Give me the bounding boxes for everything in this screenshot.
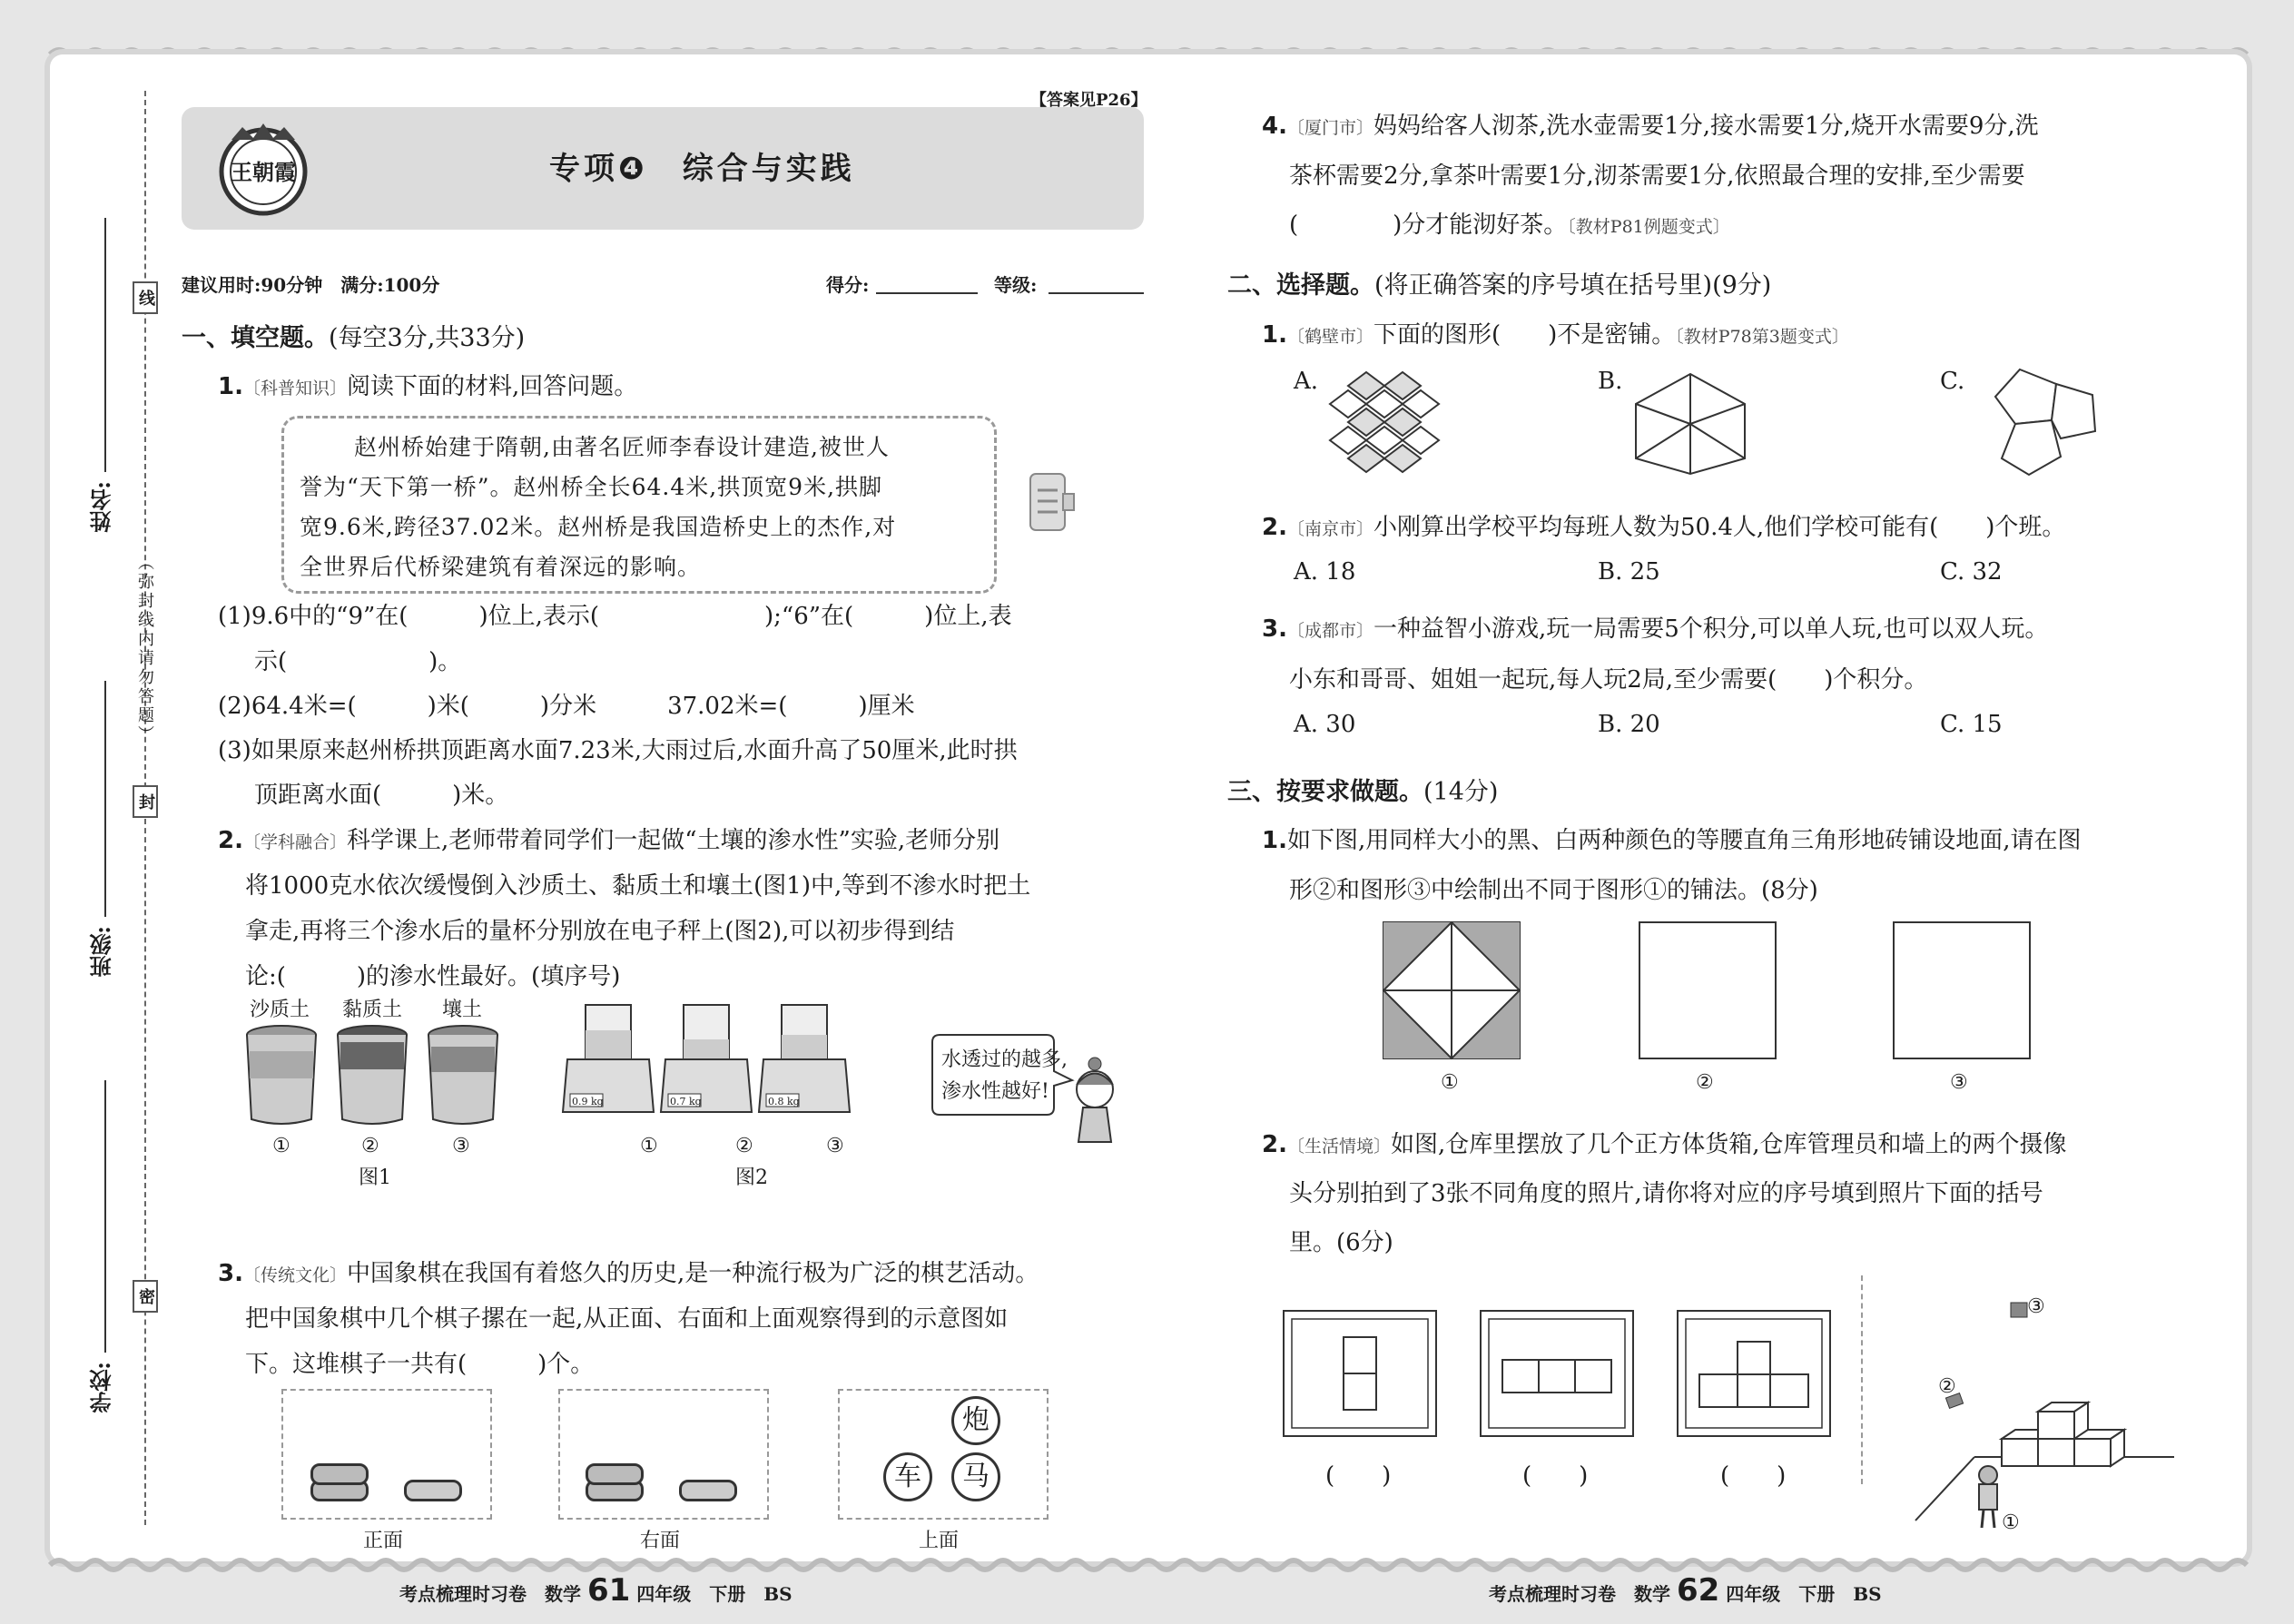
choice-1-number: 1. bbox=[1262, 321, 1287, 349]
material-line-3: 宽9.6米,跨径37.02米。赵州桥是我国造桥史上的杰作,对 bbox=[300, 514, 897, 540]
scales-illustration bbox=[563, 1003, 853, 1126]
question-1-text: 阅读下面的材料,回答问题。 bbox=[346, 373, 638, 400]
scale-reading-3: 0.8 kg bbox=[768, 1096, 800, 1107]
choice-2-option-a[interactable]: A. 18 bbox=[1294, 558, 1356, 586]
section-1-title: 一、填空题。 bbox=[182, 324, 329, 352]
speech-line-1: 水透过的越多, bbox=[941, 1048, 1068, 1071]
choice-2-number: 2. bbox=[1262, 514, 1287, 541]
soil-cups-illustration bbox=[241, 1024, 513, 1128]
class-field[interactable] bbox=[104, 681, 106, 917]
choice-1-source: 〔教材P78第3题变式〕 bbox=[1675, 327, 1849, 347]
question-3-line2: 把中国象棋中几个棋子摞在一起,从正面、右面和上面观察得到的示意图如 bbox=[245, 1305, 1009, 1333]
problem-1-text: 如下图,用同样大小的黑、白两种颜色的等腰直角三角形地砖铺设地面,请在图 bbox=[1286, 827, 2082, 854]
section-3-heading bbox=[1227, 772, 1498, 807]
view-top-label: 上面 bbox=[919, 1530, 960, 1552]
page-title: 专项❹ 综合与实践 bbox=[549, 151, 855, 187]
question-2-line3: 拿走,再将三个渗水后的量杯分别放在电子秤上(图2),可以初步得到结 bbox=[245, 918, 955, 945]
chess-piece-pao: 炮 bbox=[951, 1396, 1000, 1445]
choice-1-option-a[interactable]: A. bbox=[1294, 368, 1319, 395]
school-field[interactable] bbox=[104, 1080, 106, 1353]
choice-3-line1 bbox=[1262, 610, 2048, 644]
soil-label-sand: 沙质土 bbox=[250, 999, 310, 1021]
question-3-line3: 下。这堆棋子一共有( )个。 bbox=[245, 1351, 595, 1378]
choice-1-option-b[interactable]: B. bbox=[1598, 368, 1623, 395]
question-2-line1 bbox=[218, 822, 999, 855]
figure-1-caption: 图1 bbox=[359, 1166, 391, 1189]
section-3-title: 三、按要求做题。 bbox=[1227, 778, 1423, 806]
publisher-logo bbox=[195, 122, 331, 217]
problem-2-number: 2. bbox=[1262, 1131, 1287, 1158]
photo-1-answer[interactable]: ( ) bbox=[1325, 1462, 1392, 1490]
footer-left-grade: 四年级 下册 BS bbox=[636, 1583, 793, 1605]
section-2-note: (将正确答案的序号填在括号里)(9分) bbox=[1374, 271, 1772, 300]
material-line-1: 赵州桥始建于隋朝,由著名匠师李春设计建造,被世人 bbox=[354, 434, 890, 460]
footer-right bbox=[1489, 1572, 1882, 1609]
question-2-line4: 论:( )的渗水性最好。(填序号) bbox=[245, 963, 621, 990]
seal-box-feng: 封 bbox=[133, 785, 158, 818]
question-1-number: 1. bbox=[218, 373, 243, 400]
camera-2-label: ② bbox=[1938, 1375, 1956, 1398]
question-2-tag: 〔学科融合〕 bbox=[242, 832, 347, 852]
choice-3-line2: 小东和哥哥、姐姐一起玩,每人玩2局,至少需要( )个积分。 bbox=[1289, 666, 1928, 694]
footer-left bbox=[399, 1572, 793, 1609]
tiling-figure-1 bbox=[1383, 921, 1521, 1059]
grade-field[interactable] bbox=[1049, 292, 1144, 294]
material-line-4: 全世界后代桥梁建筑有着深远的影响。 bbox=[300, 554, 702, 580]
front-piece-c bbox=[404, 1480, 462, 1501]
problem-1-line2: 形②和图形③中绘制出不同于图形①的铺法。(8分) bbox=[1289, 877, 1818, 904]
wavy-border-bottom bbox=[50, 1556, 2247, 1574]
question-3-text: 中国象棋在我国有着悠久的历史,是一种流行极为广泛的棋艺活动。 bbox=[346, 1260, 1039, 1287]
divider-dashed bbox=[1861, 1275, 1863, 1484]
seal-note: （弥封线内请勿答题） bbox=[135, 554, 154, 744]
q1-part3-line2: 顶距离水面( )米。 bbox=[254, 782, 509, 809]
choice-3-number: 3. bbox=[1262, 615, 1287, 643]
footer-right-book: 考点梳理时习卷 数学 bbox=[1489, 1583, 1670, 1605]
speech-line-2: 渗水性越好! bbox=[941, 1080, 1049, 1103]
view-top bbox=[838, 1389, 1049, 1520]
question-4-tag: 〔厦门市〕 bbox=[1286, 118, 1373, 138]
photo-3 bbox=[1677, 1310, 1831, 1437]
scale-number-2: ② bbox=[735, 1135, 753, 1157]
footer-right-grade: 四年级 下册 BS bbox=[1726, 1583, 1882, 1605]
choice-3-tag: 〔成都市〕 bbox=[1286, 621, 1373, 641]
problem-1-number: 1. bbox=[1262, 827, 1287, 854]
scale-reading-1: 0.9 kg bbox=[572, 1096, 604, 1107]
figure-2-caption: 图2 bbox=[735, 1166, 768, 1189]
question-4-line1 bbox=[1262, 107, 2039, 141]
question-2-text: 科学课上,老师带着同学们一起做“土壤的渗水性”实验,老师分别 bbox=[346, 827, 1000, 854]
problem-1-line1 bbox=[1262, 822, 2082, 855]
warehouse-scene bbox=[1902, 1294, 2174, 1530]
soil-label-loam: 壤土 bbox=[442, 999, 483, 1021]
question-4-text: 妈妈给客人沏茶,洗水壶需要1分,接水需要1分,烧开水需要9分,洗 bbox=[1373, 113, 2039, 140]
page-number-61: 61 bbox=[586, 1572, 631, 1609]
front-piece-b bbox=[310, 1463, 369, 1485]
chess-piece-che: 车 bbox=[883, 1452, 932, 1501]
class-label: 班级: bbox=[89, 926, 115, 978]
scale-number-3: ③ bbox=[826, 1135, 844, 1157]
question-4-line2: 茶杯需要2分,拿茶叶需要1分,沏茶需要1分,依照最合理的安排,至少需要 bbox=[1289, 162, 2025, 190]
scale-reading-2: 0.7 kg bbox=[670, 1096, 702, 1107]
view-front bbox=[281, 1389, 492, 1520]
score-field[interactable] bbox=[876, 292, 978, 294]
choice-3-text: 一种益智小游戏,玩一局需要5个积分,可以单人玩,也可以双人玩。 bbox=[1373, 615, 2049, 643]
tiling-figure-2-blank[interactable] bbox=[1639, 921, 1777, 1059]
choice-2-option-b[interactable]: B. 25 bbox=[1598, 558, 1660, 586]
school-label: 学校: bbox=[89, 1362, 115, 1413]
photo-2-answer[interactable]: ( ) bbox=[1522, 1462, 1589, 1490]
question-4-text-3: ( )分才能沏好茶。 bbox=[1289, 212, 1568, 239]
problem-2-line2: 头分别拍到了3张不同角度的照片,请你将对应的序号填到照片下面的括号 bbox=[1289, 1180, 2043, 1207]
choice-1 bbox=[1262, 316, 1849, 349]
binding-strip bbox=[50, 54, 186, 1561]
problem-2-tag: 〔生活情境〕 bbox=[1286, 1137, 1391, 1156]
q1-part1-line2: 示( )。 bbox=[254, 648, 462, 675]
problem-2-text: 如图,仓库里摆放了几个正方体货箱,仓库管理员和墙上的两个摄像 bbox=[1390, 1131, 2067, 1158]
question-2-line2: 将1000克水依次缓慢倒入沙质土、黏质土和壤土(图1)中,等到不渗水时把土 bbox=[245, 872, 1031, 900]
section-2-title: 二、选择题。 bbox=[1227, 271, 1374, 300]
q1-part1-line1: (1)9.6中的“9”在( )位上,表示( );“6”在( )位上,表 bbox=[218, 603, 1012, 630]
view-right-label: 右面 bbox=[640, 1530, 681, 1552]
soil-label-clay: 黏质土 bbox=[342, 999, 403, 1021]
cup-number-1: ① bbox=[272, 1135, 290, 1157]
tessellation-option-c bbox=[1979, 368, 2115, 477]
question-1-tag: 〔科普知识〕 bbox=[242, 379, 347, 399]
cup-number-2: ② bbox=[361, 1135, 379, 1157]
question-4-line3 bbox=[1289, 206, 1730, 240]
book-tab-icon bbox=[1029, 470, 1078, 534]
problem-2-line1 bbox=[1262, 1126, 2067, 1159]
tiling-label-3: ③ bbox=[1950, 1071, 1968, 1094]
view-front-label: 正面 bbox=[363, 1530, 404, 1552]
question-2-number: 2. bbox=[218, 827, 243, 854]
page-number-62: 62 bbox=[1676, 1572, 1720, 1609]
section-1-points: (每空3分,共33分) bbox=[329, 324, 526, 352]
seal-box-xian: 线 bbox=[133, 281, 158, 314]
photo-2 bbox=[1480, 1310, 1634, 1437]
question-3-line1 bbox=[218, 1255, 1039, 1288]
tiling-figure-3-blank[interactable] bbox=[1893, 921, 2031, 1059]
choice-1-tag: 〔鹤壁市〕 bbox=[1286, 327, 1373, 347]
seal-box-mi: 密 bbox=[133, 1280, 158, 1313]
name-field[interactable] bbox=[104, 218, 106, 472]
question-3-tag: 〔传统文化〕 bbox=[242, 1265, 347, 1285]
q1-part3-line1: (3)如果原来赵州桥拱顶距离水面7.23米,大雨过后,水面升高了50厘米,此时拱 bbox=[218, 737, 1018, 764]
section-1-heading bbox=[182, 318, 525, 353]
camera-3-label: ③ bbox=[2027, 1295, 2045, 1318]
question-4-source: 〔教材P81例题变式〕 bbox=[1567, 217, 1730, 237]
section-2-heading bbox=[1227, 265, 1771, 300]
name-label: 姓名: bbox=[89, 481, 115, 533]
q1-part2: (2)64.4米=( )米( )分米 37.02米=( )厘米 bbox=[218, 693, 915, 720]
logo-text: 王朝霞 bbox=[231, 160, 296, 185]
problem-2-line3: 里。(6分) bbox=[1289, 1229, 1393, 1256]
choice-2-option-c[interactable]: C. 32 bbox=[1940, 558, 2003, 586]
section-3-points: (14分) bbox=[1423, 778, 1499, 806]
choice-2 bbox=[1262, 508, 2065, 542]
right-piece-b bbox=[586, 1463, 644, 1485]
manager-1-label: ① bbox=[2002, 1511, 2020, 1534]
choice-2-text: 小刚算出学校平均每班人数为50.4人,他们学校可能有( )个班。 bbox=[1373, 514, 2066, 541]
question-3-number: 3. bbox=[218, 1260, 243, 1287]
answer-reference: 【答案见P26】 bbox=[1030, 91, 1147, 110]
tessellation-option-a bbox=[1330, 368, 1448, 486]
choice-3-option-b[interactable]: B. 20 bbox=[1598, 711, 1660, 738]
grade-label: 等级: bbox=[994, 274, 1038, 296]
footer-left-book: 考点梳理时习卷 数学 bbox=[399, 1583, 581, 1605]
choice-3-option-a[interactable]: A. 30 bbox=[1294, 711, 1356, 738]
question-4-number: 4. bbox=[1262, 113, 1287, 140]
exam-spread bbox=[50, 54, 2247, 1609]
tiling-label-2: ② bbox=[1696, 1071, 1714, 1094]
material-line-2: 誉为“天下第一桥”。赵州桥全长64.4米,拱顶宽9米,拱脚 bbox=[300, 474, 883, 500]
chess-piece-ma: 马 bbox=[951, 1452, 1000, 1501]
photo-3-answer[interactable]: ( ) bbox=[1720, 1462, 1787, 1490]
cup-number-3: ③ bbox=[452, 1135, 470, 1157]
question-1 bbox=[218, 368, 637, 401]
choice-2-tag: 〔南京市〕 bbox=[1286, 519, 1373, 539]
tiling-label-1: ① bbox=[1441, 1071, 1459, 1094]
score-label: 得分: bbox=[826, 274, 870, 296]
choice-1-option-c[interactable]: C. bbox=[1940, 368, 1965, 395]
choice-3-option-c[interactable]: C. 15 bbox=[1940, 711, 2003, 738]
time-score-info: 建议用时:90分钟 满分:100分 bbox=[182, 274, 440, 296]
scale-number-1: ① bbox=[640, 1135, 658, 1157]
choice-1-text: 下面的图形( )不是密铺。 bbox=[1373, 321, 1676, 349]
photo-1 bbox=[1283, 1310, 1437, 1437]
right-piece-c bbox=[679, 1480, 737, 1501]
tessellation-option-b bbox=[1634, 372, 1748, 477]
